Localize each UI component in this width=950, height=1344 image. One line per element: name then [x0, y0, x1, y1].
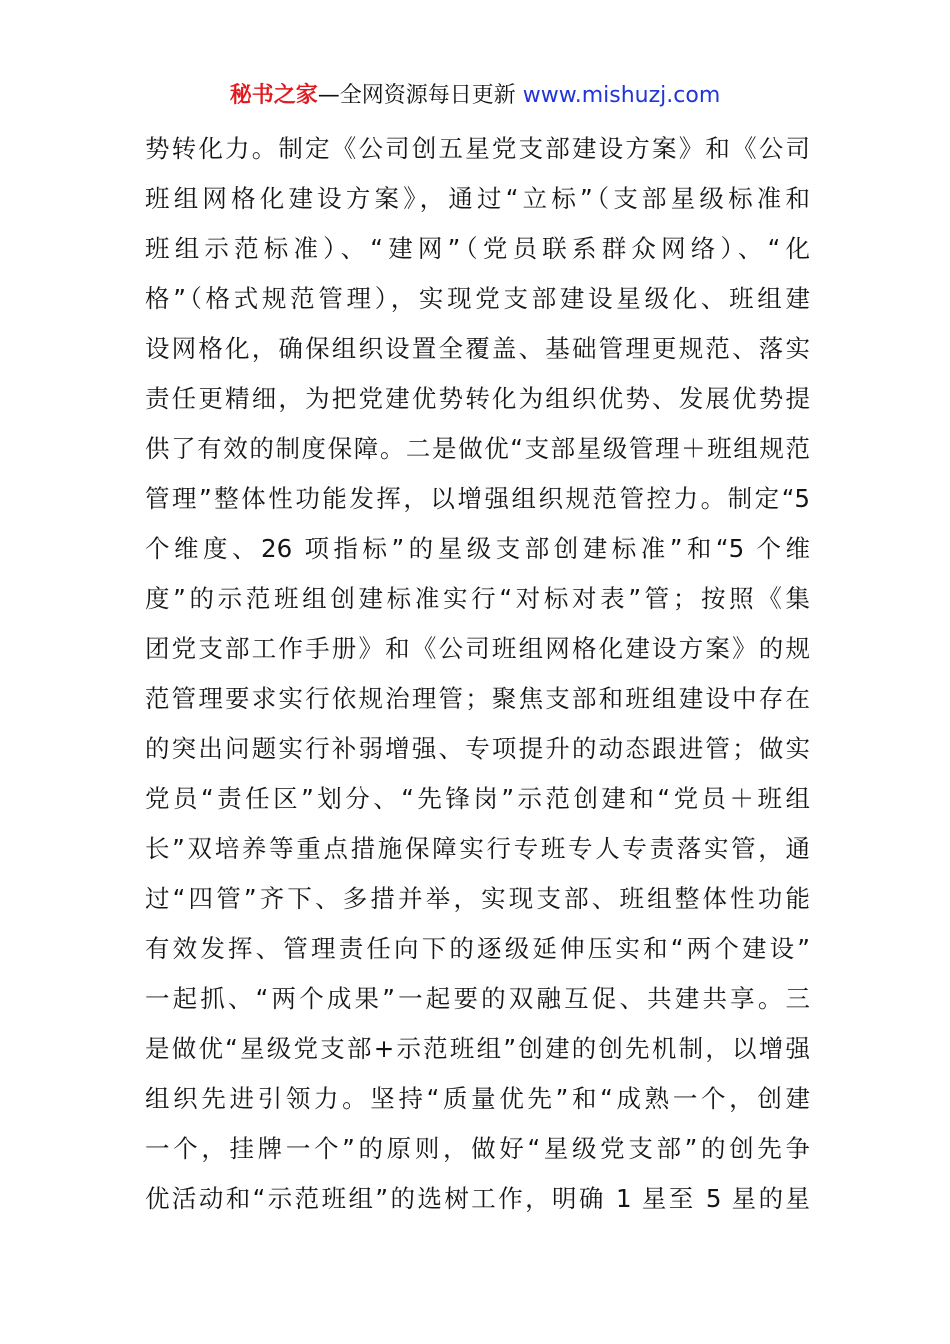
text-line: 组织先进引领力。坚持“质量优先”和“成熟一个，创建	[145, 1084, 810, 1113]
text-line: 责任更精细，为把党建优势转化为组织优势、发展优势提	[145, 384, 810, 413]
text-line: 的突出问题实行补弱增强、专项提升的动态跟进管；做实	[145, 734, 810, 763]
text-line: 势转化力。制定《公司创五星党支部建设方案》和《公司	[145, 134, 810, 163]
text-line: 范管理要求实行依规治理管；聚焦支部和班组建设中存在	[145, 684, 810, 713]
document-header	[0, 78, 950, 114]
text-line: 是做优“星级党支部+示范班组”创建的创先机制，以增强	[145, 1034, 810, 1063]
text-line: 党员“责任区”划分、“先锋岗”示范创建和“党员＋班组	[145, 784, 810, 813]
text-line: 过“四管”齐下、多措并举，实现支部、班组整体性功能	[145, 884, 810, 913]
text-line: 班组网格化建设方案》，通过“立标”（支部星级标准和	[145, 184, 810, 213]
text-line: 一起抓、“两个成果”一起要的双融互促、共建共享。三	[145, 984, 810, 1013]
header-tagline: —全网资源每日更新	[317, 83, 523, 108]
text-line: 格”（格式规范管理），实现党支部建设星级化、班组建	[145, 284, 810, 313]
brand-name: 秘书之家	[229, 83, 318, 108]
text-line: 设网格化，确保组织设置全覆盖、基础管理更规范、落实	[145, 334, 810, 363]
text-line: 优活动和“示范班组”的选树工作，明确 1 星至 5 星的星	[145, 1184, 810, 1213]
website-url[interactable]: www.mishuzj.com	[522, 83, 721, 108]
text-line: 一个，挂牌一个”的原则，做好“星级党支部”的创先争	[145, 1134, 810, 1163]
text-line: 有效发挥、管理责任向下的逐级延伸压实和“两个建设”	[145, 934, 810, 963]
text-line: 供了有效的制度保障。二是做优“支部星级管理＋班组规范	[145, 434, 810, 463]
text-line: 度”的示范班组创建标准实行“对标对表”管；按照《集	[145, 584, 810, 613]
text-line: 个维度、26 项指标”的星级支部创建标准”和“5 个维	[145, 534, 810, 563]
text-line: 管理”整体性功能发挥，以增强组织规范管控力。制定“5	[145, 484, 810, 513]
text-line: 长”双培养等重点措施保障实行专班专人专责落实管，通	[145, 834, 810, 863]
text-line: 团党支部工作手册》和《公司班组网格化建设方案》的规	[145, 634, 810, 663]
document-body	[145, 124, 810, 1224]
text-line: 班组示范标准）、“建网”（党员联系群众网络）、“化	[145, 234, 810, 263]
